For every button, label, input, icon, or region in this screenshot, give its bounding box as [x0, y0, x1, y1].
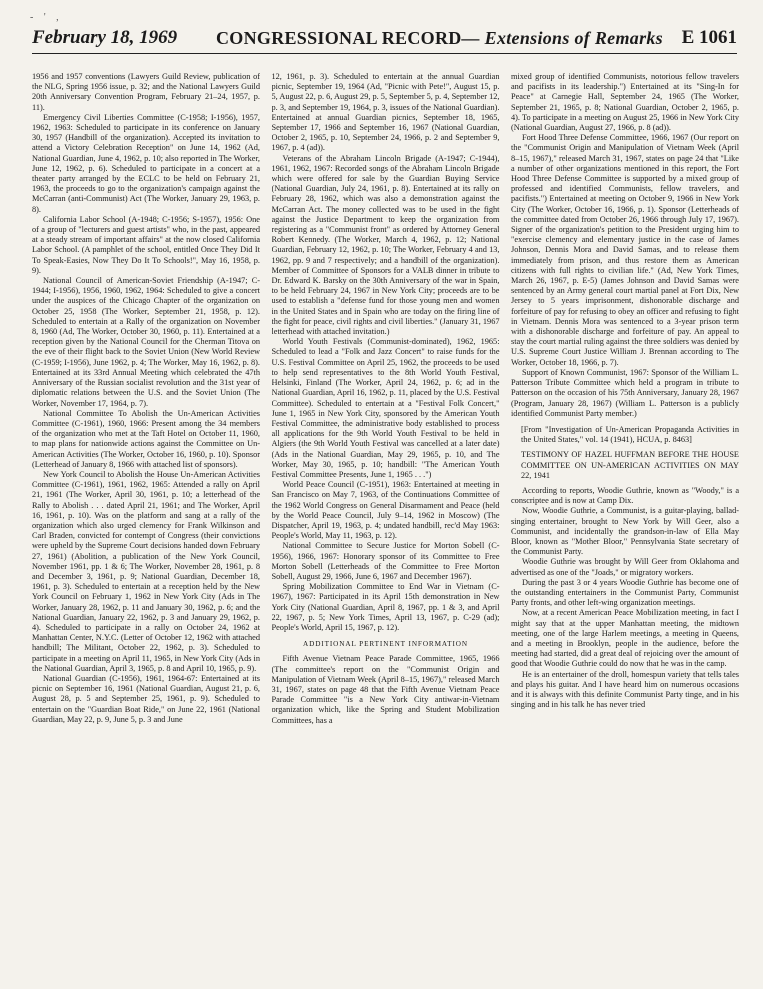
header-title: [216, 28, 663, 49]
paragraph: Support of Known Communist, 1967: Sponsor of the William L. Patterson Tribute Committee which held a program in tribute to Patterson on the occasion of his 75th Anniversary, January 28, 1967 (Program, January 28, 1967) (William L. Patterson is a publicly identified Communist Party member.): [511, 367, 739, 418]
scan-mark: - ' ,: [30, 12, 63, 23]
paragraph: 12, 1961, p. 3). Scheduled to entertain at the annual Guardian picnic, September 19, 1964 (Ad, "Picnic with Pete!", August 15, p. 5, August 22, p. 6, August 29, p. 5, September 5, p. 4, September 12, p. 3, and September 19, 1964, p. 3, issues of the National Guardian). Entertained at annual Guardian picnics, September 18, 1965, September 17, 1966 and September 16, 1967 (National Guardian, October 2, 1965, p. 10, September 24, 1966, p. 2 and September 9, 1967, p. 4 (ad)).: [271, 72, 500, 153]
paragraph: National Committee to Secure Justice for Morton Sobell (C-1956), 1966, 1967: Honorary sponsor of its Committee to Free Morton Sobell (Letterheads of the Committee to Free Morton Sobell, August 29, 1966, June 6, 1967 and December 1967).: [271, 541, 500, 581]
paragraph: [From "Investigation of Un-American Propaganda Activities in the United States," vol. 14 (1941), HCUA, p. 8463]: [521, 424, 739, 445]
page-header: [32, 27, 737, 54]
paragraph: Now, at a recent American Peace Mobilization meeting, in fact I might say that at the upper Manhattan meeting, the midtown meeting, one of the large Harlem meetings, a meeting in Queens, and a meeting in Brooklyn, people in the audience, before the meeting had started, did a great deal of rejoicing over the amount of good that Woodie Guthrie could do now that he was in the camp.: [511, 608, 739, 669]
column-1: [32, 72, 260, 984]
paragraph: World Peace Council (C-1951), 1963: Entertained at meeting in San Francisco on May 7, 1963, of the Continuations Committee of the 1962 World Congress on General Disarmament and Peace (held by the World Peace Council, July 9–14, 1962 in Moscow) (The Dispatcher, April 19, 1963, p. 4; undated handbill, rec'd May 1963: People's World, May 11, 1963, p. 12).: [271, 480, 500, 541]
paragraph: National Committee To Abolish the Un-American Activities Committee (C-1961), 1960, 1966: Present among the 34 members of the organization who met at the Taft Hotel on October 11, 1960, to map plans for nationwide actions against the Committee on Un-American Activities (The Worker, October 16, 1960, p. 10). Sponsor (Letterhead of January 8, 1966 with attached list of sponsors).: [32, 408, 260, 469]
testimony-heading: TESTIMONY OF HAZEL HUFFMAN BEFORE THE HOUSE COMMITTEE ON UN-AMERICAN ACTIVITIES ON MAY 22, 1941: [521, 450, 739, 480]
paragraph: Veterans of the Abraham Lincoln Brigade (A-1947; C-1944), 1961, 1962, 1967: Recorded songs of the Abraham Lincoln Brigade which were offered for sale by the Guardian Buying Service (National Guardian, July 24, 1961, p. 8). Entertained at its rally on February 28, 1962, which was also a demonstration against the McCarran Act. The money collected was to be used in the fight against the Justice Department to keep the organization from registering as a "Communist front" as ordered by Attorney General Robert Kennedy. (The Worker, March 4, 1962, p. 12; National Guardian, February 12, 1962, p. 10; The Worker, February 4 and 13, 1962, pp. 9 and 7 respectively; and a handbill of the organization). Member of Committee of Sponsors for a VALB dinner in tribute to Dr. Edward K. Barsky on the 30th Anniversary of the war in Spain, to be held February 24, 1967 in New York City; proceeds are to be used to establish a "defense fund for those young men and women in the United States and in Spain who are today on the firing line of the fight for peace, civil rights and civil liberties." (January 31, 1967 letterhead with attached invitation.): [271, 153, 500, 337]
paragraph: Woodie Guthrie was brought by Will Geer from Oklahoma and advertised as one of the "Joads," or migratory workers.: [511, 557, 739, 577]
paragraph: 1956 and 1957 conventions (Lawyers Guild Review, publication of the NLG, Spring 1956 issue, p. 32; and the National Lawyers Guild 20th Anniversary Convention Program, February 21–24, 1957, p. 11).: [32, 72, 260, 112]
paragraph: New York Council to Abolish the House Un-American Activities Committee (C-1961), 1961, 1962, 1965: Attended a rally on April 21, 1961 (The Worker, April 30, 1961, p. 10; a letterhead of the Rally to Abolish . . . dated April 21, 1961; and The Worker, April 16, 1961, p. 10). Was on the platform and sang at a rally of the organization which also urged clemency for Frank Wilkinson and Carl Braden, convicted for contempt of Congress (their convictions were upheld by the Supreme Court decisions handed down February 27, 1961) (Abolition, a publication of the New York Council, November 1961, pp. 1 & 6; The Worker, November 28, 1961, p. 8 and December 3, 1961, p. 9; National Guardian, December 18, 1961, p. 3). Scheduled to entertain at a reception held by the New York Council on February 1, 1962 in New York City (Ads in The Worker, January 28, 1962, p. 11 and January 30, 1962, p. 6; and the National Guardian, January 22, 1962, p. 3 and January 29, 1962, p. 4). Scheduled to participate in a rally on October 24, 1962 at Manhattan Center, N.Y.C. (Letter of October 12, 1962 with attached handbill; The Militant, October 22, 1962, p. 3). Scheduled to participate in a meeting on April 11, 1965, in New York City (Ads in the National Guardian, April 3, 1965, p. 8 and April 10, 1965, p. 9).: [32, 469, 260, 673]
header-page-number: E 1061: [681, 27, 737, 48]
paragraph: During the past 3 or 4 years Woodie Guthrie has become one of the outstanding entertainers in the Communist Party, Communist Party fronts, and other left-wing organization meetings.: [511, 577, 739, 608]
paragraph: Now, Woodie Guthrie, a Communist, is a guitar-playing, ballad-singing entertainer, brought to New York by Will Geer, also a Communist, and incidentally the grandson-in-law of Ella May Bloor, known as "Mother Bloor," Pennsylvania State secretary of the Communist Party.: [511, 506, 739, 557]
column-2: [272, 72, 500, 984]
header-date: February 18, 1969: [32, 27, 178, 48]
paragraph: According to reports, Woodie Guthrie, known as "Woody," is a conscriptee and is now at Camp Dix.: [511, 485, 739, 506]
paragraph: Spring Mobilization Committee to End War in Vietnam (C-1967), 1967: Participated in its April 15th demonstration in New York City (National Guardian, April 8, 1967, pp. 1 & 3, and April 22, 1967, p. 5; New York Times, April 13, 1967, p. C-29 (ad); People's World, April 15, 1967, p. 12).: [271, 582, 500, 632]
header-title-sub: — Extensions of Remarks: [461, 28, 663, 48]
paragraph: National Guardian (C-1956), 1961, 1964-67: Entertained at its picnic on September 16, 1961 (National Guardian, August 21, p. 6, August 28, p. 5 and September 25, 1961, p. 9). Scheduled to entertain on the "Guardian Boat Ride," on June 22, 1961 (National Guardian, May 22, p. 9, June 5, p. 3 and June: [32, 673, 260, 724]
paragraph: World Youth Festivals (Communist-dominated), 1962, 1965: Scheduled to lead a "Folk and Jazz Concert" to raise funds for the U.S. Festival Committee on April 25, 1962, the proceeds to be used to help send representatives to the 8th World Youth Festival, Helsinki, Finland (The Worker, April 24, 1962, p. 6; ad in the National Guardian, April 16, 1962, p. 11, placed by the U.S. Festival Committee). Scheduled to entertain at a "Festival Folk Concert," June 1, 1965 in New York City, sponsored by the American Youth Festival Committee, the administrative body established to process all applications for the 9th World Youth Festival to be held in Algiers (the 9th World Youth Festival was cancelled at a later date) (Ads in the National Guardian, May 29, 1965, p. 10, and The Worker, May 30, 1965, p. 10; handbill: "The American Youth Festival Committee Presents, June 1, 1965 . . ."): [271, 337, 500, 479]
text-columns: [32, 72, 739, 984]
paragraph: Fort Hood Three Defense Committee, 1966, 1967 (Our report on the "Communist Origin and Manipulation of Vietnam Week (April 8–15, 1967)," released March 31, 1967, states on page 24 that "Like a number of other organizations mentioned in this report, the Fort Hood Three Defense Committee is supported by a mixed group of professed and identified Communists, fellow travelers, and pacifists.") Entertained at meeting on October 9, 1966 in New York City (The Worker, October 16, 1966, p. 1). Sponsor (Letterheads of the committee dated from October 26, 1966 through July 17, 1967). Signer of the organization's petition to the President urging him to "exercise clemency and elementary justice in the case of James Johnson, Dennis Mora and David Samas, and to release them immediately from prison, and thus restore them as American citizens with full rights to civilian life." (Ad, New York Times, March 26, 1967, p. E-5) (James Johnson and David Samas were sentenced by an Army general court martial panel at Fort Dix, New Jersey to 5 years imprisonment, dishonorable discharge and forfeiture of pay for refusing to obey an officer and refusing to fight in Vietnam. Dennis Mora was sentenced to a 3-year prison term with a dishonorable discharge and forfeiture of pay. An appeal to stay the court martial ruling against the three soldiers was denied by U.S. Supreme Court Justice William J. Brennan according to The Worker, October 18, 1966, p. 7).: [511, 133, 739, 367]
column-3: [511, 72, 739, 984]
paragraph: California Labor School (A-1948; C-1956; S-1957), 1956: One of a group of "lecturers and guest artists" who, in the past, appeared at a steady stream of important affairs" at the now closed California Labor School. (A pamphlet of the school, entitled Once They Did It To Speak-Easies, Now They Do It To Schools!", May 16, 1958, p. 9).: [32, 214, 260, 275]
paragraph: Emergency Civil Liberties Committee (C-1958; I-1956), 1957, 1962, 1963: Scheduled to participate in its conference on January 30, 1957 (Handbill of the organization). Accepted its invitation to attend a Victory Celebration Reception" on June 14, 1962 (Ad, National Guardian, June 4, 1962, p. 10; also reported in The Worker, June 12, 1962, p. 6). Scheduled to participate in a concert at a theater party arranged by the ECLC to be held on February 21, 1963, the proceeds to go to the organization's campaign against the McCarran (anti-Communist) Act (The Worker, January 29, 1963, p. 8).: [32, 112, 260, 214]
paragraph: mixed group of identified Communists, notorious fellow travelers and pacifists in its leadership.") Entertained at its "Sing-In for Peace" at Carnegie Hall, September 24, 1965 (The Worker, September 21, 1965, p. 8; National Guardian, October 2, 1965, p. 4). To participate in a meeting on August 25, 1966 in New York City (National Guardian, August 27, 1966, p. 8 (ad)).: [511, 72, 739, 133]
paragraph: National Council of American-Soviet Friendship (A-1947; C-1944; I-1956), 1956, 1960, 1962, 1964: Scheduled to give a concert under the auspices of the Chicago Chapter of the organization on October 25, 1958 (The Worker, September 21, 1958, p. 12). Scheduled to entertain at a Rally of the organization on November 8, 1960 (Ad, The Worker, October 30, 1960, p. 11). Entertained at a reception given by the National Council for the Cherman Titova on the eve of their flight back to the Soviet Union (New World Review (C-1959; I-1956), June 1962, p. 4; The Worker, May 16, 1962, p. 8). Entertained at its 33rd Annual Meeting which celebrated the 47th Anniversary of the Russian socialist revolution and the 31st year of diplomatic relations between the U.S. and the Soviet Union (The Worker, November 17, 1964, p. 7).: [32, 276, 260, 408]
paragraph: He is an entertainer of the droll, homespun variety that tells tales and plays his guitar. And I have heard him on numerous occasions and it is always with this definite Communist Party tinge, and in his singing and in his talk he has never tried: [511, 669, 739, 710]
paragraph: Fifth Avenue Vietnam Peace Parade Committee, 1965, 1966 (The committee's report on the "Communist Origin and Manipulation of Vietnam Week (April 8–15, 1967)," released March 31, 1967, states on page 48 that the Fifth Avenue Vietnam Peace Parade Committee "is a New York City antiwar-in-Vietnam organization which, like the Spring and Student Mobilization Committees, has a: [271, 654, 500, 725]
section-heading: ADDITIONAL PERTINENT INFORMATION: [303, 640, 468, 649]
header-title-main: CONGRESSIONAL RECORD: [216, 28, 462, 48]
